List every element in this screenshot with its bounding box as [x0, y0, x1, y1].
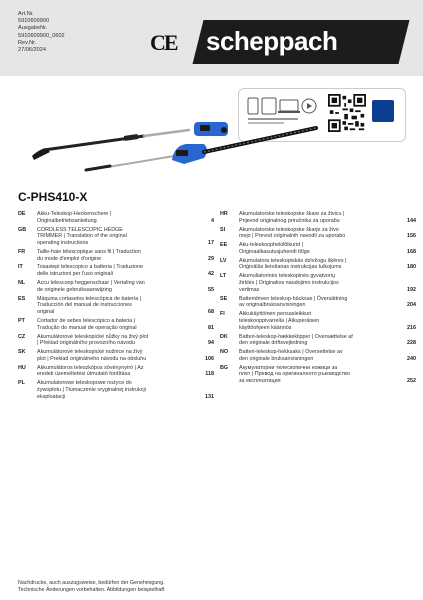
language-title: Accu telescoop heggenschaar | Vertaling van de originele gebruiksaanwijzing — [37, 280, 145, 293]
language-code: LT — [220, 273, 227, 280]
page-number: 180 — [407, 264, 416, 271]
brand-logo: scheppach — [206, 26, 338, 56]
language-entry — [18, 318, 218, 331]
language-entry — [18, 380, 218, 400]
language-code: CZ — [18, 333, 26, 340]
language-code: NL — [18, 280, 26, 287]
rev-date: 27/06/2024 — [18, 47, 46, 54]
page-number: 17 — [208, 240, 214, 246]
art-label: Art.Nr. — [18, 11, 34, 17]
page-number: 68 — [208, 309, 214, 316]
page-number: 4 — [211, 217, 214, 224]
language-title: Taille-haie télescopique sans fil | Traduction du mode d'emploi d'origine — [37, 248, 141, 262]
header-bar — [0, 0, 423, 76]
page-number: 168 — [407, 248, 416, 255]
language-entry — [220, 334, 420, 347]
language-title: Máquina cortasetos telescópica de batería | Traducción del manual de instrucciones original — [37, 295, 142, 316]
language-title: Tosasiepi telescopico a batteria | Traduzione delle istruzioni per l'uso originali — [37, 264, 143, 278]
page-number: 144 — [407, 217, 416, 224]
language-entry — [18, 249, 218, 262]
language-code: ES — [18, 295, 26, 302]
page-number: 131 — [205, 393, 214, 400]
page-number: 118 — [205, 371, 214, 378]
language-list-left — [18, 211, 218, 403]
language-title: Акумулаторни телескопични ножици за плет | Превод на оригиналното ръководство за експлоатация — [239, 364, 350, 385]
language-entry — [220, 242, 420, 255]
hedge-trimmer-image — [24, 112, 324, 177]
language-entry — [18, 227, 218, 247]
page-number: 252 — [407, 378, 416, 385]
language-title: Akumulátorové teleskopické nožnice na živý plot | Preklad originálneho návodu na obsluhu — [37, 349, 147, 362]
language-entry — [220, 296, 420, 309]
page-number: 94 — [208, 340, 214, 347]
language-title: Akumulatora teleskopiskās dzīvžogu šķēres | Oriģinālās lietošanas instrukcijas tulkojums — [239, 257, 347, 271]
language-title: Akumulátorové teleskopické nůžky na živý plot | Překlad originálního provozního návodu — [37, 333, 149, 347]
language-code: EE — [220, 242, 228, 249]
language-code: LV — [220, 257, 227, 264]
qr-code-icon — [328, 94, 366, 132]
art-number: 5910609900 — [18, 18, 50, 25]
language-code: FR — [18, 248, 26, 255]
laptop-icon — [280, 100, 298, 111]
language-title: Akumulatorowe teleskopowe nożyce do żywopłotu | Tłumaczenie oryginalnej instrukcji eksploatacji — [37, 380, 146, 400]
language-code: PL — [18, 380, 25, 387]
document-info — [18, 11, 65, 54]
blade-unit — [172, 128, 316, 164]
language-entry — [220, 273, 420, 293]
language-code: SE — [220, 295, 228, 302]
language-title: Akku-Teleskop-Heckenschere | Originalbetriebsanleitung — [37, 211, 112, 224]
rev-label: Rev.Nr. — [18, 39, 37, 46]
language-entry — [18, 280, 218, 293]
language-entry — [18, 211, 218, 224]
page-number: 228 — [407, 340, 416, 347]
language-code: GB — [18, 226, 27, 233]
language-entry — [220, 349, 420, 362]
edition-label: AusgabeNr. — [18, 25, 48, 32]
language-entry — [220, 311, 420, 331]
footer-note: Nachdrucke, auch auszugsweise, bedürfen der Genehmigung. Technische Änderungen vorbehalten. Abbildungen beispielhaft — [18, 580, 165, 593]
edition-number: 5910609900_0602 — [18, 32, 65, 39]
page-number: 81 — [208, 324, 214, 331]
language-code: NO — [220, 349, 229, 356]
page-number: 106 — [205, 355, 214, 362]
language-code: FI — [220, 311, 225, 318]
language-list-right — [220, 211, 420, 387]
brand-app-icon — [372, 100, 394, 122]
language-title: Batteri-teleskop-hækkeklipper | Oversættelse af den originale driftsvejledning — [239, 333, 353, 347]
language-entry — [18, 349, 218, 362]
page-number: 55 — [208, 286, 214, 293]
page-number: 240 — [407, 355, 416, 362]
language-title: Akkukäyttöinen pensasleikkuri teleskooppivarrella | Alkuperäisen käyttöohjeen käännös — [239, 311, 320, 331]
language-title: Akumuliatorinės teleskopinės gyvatvorių žirklės | Originalios naudojimo instrukcijos vertimas — [239, 273, 339, 293]
language-entry — [18, 264, 218, 277]
language-title: Akumulatorske teleskopske škarje za živo mejo | Prevod originalnih navodil za uporabo — [239, 226, 346, 240]
model-title: C-PHS410-X — [18, 190, 88, 204]
language-code: BG — [220, 364, 229, 371]
language-entry — [220, 258, 420, 271]
language-code: HR — [220, 211, 228, 217]
language-title: Aku-teleskoophekilõikurid | Originaalkasutusjuhendi tõlge — [239, 242, 310, 255]
language-title: Batteridriven teleskop-häcksax | Översättning av originalbruksanvisningen — [239, 295, 348, 309]
language-code: DK — [220, 333, 228, 340]
language-entry — [220, 365, 420, 385]
page-number: 42 — [208, 271, 214, 278]
motor-head — [194, 122, 228, 136]
page-number: 192 — [407, 286, 416, 293]
page-number: 156 — [407, 233, 416, 240]
language-code: DE — [18, 211, 26, 217]
second-pole — [86, 156, 174, 170]
language-entry — [18, 296, 218, 316]
page-number: 29 — [208, 255, 214, 262]
language-code: HU — [18, 364, 26, 371]
language-entry — [18, 365, 218, 378]
language-entry — [220, 211, 420, 224]
language-code: PT — [18, 317, 25, 324]
language-code: SK — [18, 349, 26, 356]
language-code: SI — [220, 226, 226, 233]
language-entry — [220, 227, 420, 240]
language-title: Cortador de sebes telescópico a bateria | Tradução do manual de operação original — [37, 317, 137, 331]
language-title: Batteri-teleskop-hekksaks | Oversettelse av den originale bruksanvisningen — [239, 349, 343, 362]
language-code: IT — [18, 264, 23, 271]
language-title: Akkumulátoros teleszkópos sövénynyíró | Az eredeti üzemeltetési útmutató fordítása — [37, 364, 144, 378]
language-entry — [18, 334, 218, 347]
page-number: 204 — [407, 302, 416, 309]
language-title: CORDLESS TELESCOPIC HEDGE TRIMMER | Translation of the original operating instructions — [37, 226, 127, 246]
language-title: Akumulatorske teleskopske škare za živicu | Prijevod originalnog priručnika za uporabu — [239, 211, 345, 224]
ce-mark-icon: CE — [150, 30, 177, 55]
pole-section — [32, 130, 189, 160]
page-number: 216 — [407, 324, 416, 331]
